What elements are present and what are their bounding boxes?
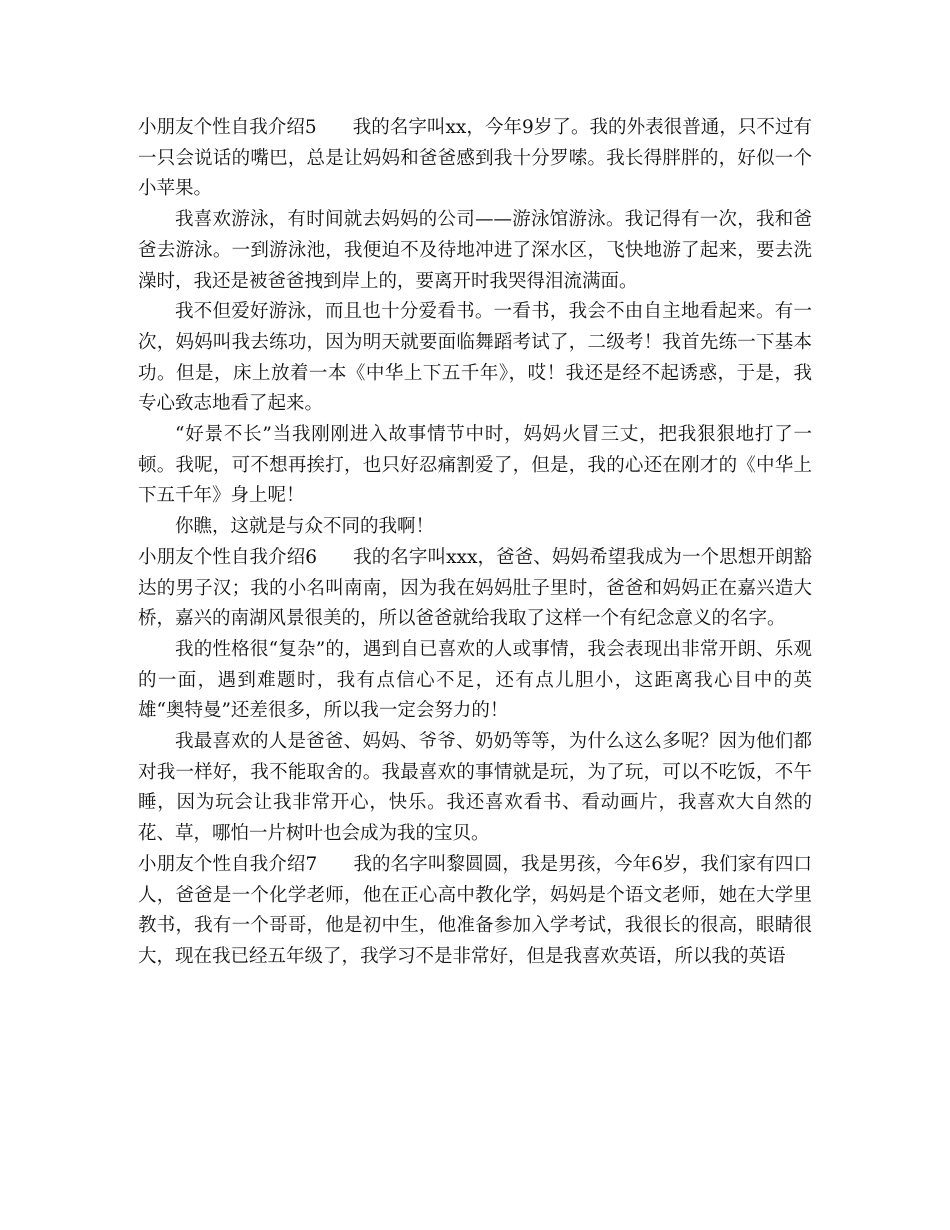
document-body <box>138 113 812 973</box>
section-6-text: 我的名字叫xxx，爸爸、妈妈希望我成为一个思想开朗豁达的男子汉；我的小名叫南南，因为我在妈妈肚子里时，爸爸和妈妈正在嘉兴造大桥，嘉兴的南湖风景很美的，所以爸爸就给我取了这样一个有纪念意义的名字。 <box>138 546 812 630</box>
body-paragraph: “好景不长”当我刚刚进入故事情节中时，妈妈火冒三丈，把我狠狠地打了一顿。我呢，可不想再挨打，也只好忍痛割爱了，但是，我的心还在刚才的《中华上下五千年》身上呢！ <box>138 424 812 507</box>
section-5-text: 我的名字叫xx，今年9岁了。我的外表很普通，只不过有一只会说话的嘴巴，总是让妈妈和爸爸感到我十分罗嗦。我长得胖胖的，好似一个小苹果。 <box>138 117 813 200</box>
section-5-title: 小朋友个性自我介绍5 <box>138 117 317 138</box>
section-5-paragraph <box>138 113 812 205</box>
body-paragraph: 我最喜欢的人是爸爸、妈妈、爷爷、奶奶等等，为什么这么多呢？因为他们都对我一样好，我不能取舍的。我最喜欢的事情就是玩，为了玩，可以不吃饭，不午睡，因为玩会让我非常开心，快乐。我还喜欢看书、看动画片，我喜欢大自然的花、草，哪怕一片树叶也会成为我的宝贝。 <box>138 731 812 845</box>
body-paragraph: 你瞧，这就是与众不同的我啊！ <box>175 516 435 538</box>
section-7-paragraph <box>138 850 812 973</box>
body-paragraph: 我喜欢游泳，有时间就去妈妈的公司——游泳馆游泳。我记得有一次，我和爸爸去游泳。一到游泳池，我便迫不及待地冲进了深水区，飞快地游了起来，要去洗澡时，我还是被爸爸拽到岸上的，要离开时我哭得泪流满面。 <box>138 209 812 292</box>
section-6-title: 小朋友个性自我介绍6 <box>138 546 318 568</box>
body-paragraph: 我不但爱好游泳，而且也十分爱看书。一看书，我会不由自主地看起来。有一次，妈妈叫我去练功，因为明天就要面临舞蹈考试了，二级考！我首先练一下基本功。但是，床上放着一本《中华上下五千年》，哎！我还是经不起诱惑，于是，我专心致志地看了起来。 <box>138 301 812 415</box>
section-7-text: 我的名字叫黎圆圆，我是男孩，今年6岁，我们家有四口人，爸爸是一个化学老师，他在正心高中教化学，妈妈是个语文老师，她在大学里教书，我有一个哥哥，他是初中生，他准备参加入学考试，我很长的很高，眼睛很大，现在我已经五年级了，我学习不是非常好，但是我喜欢英语，所以我的英语 <box>138 853 812 967</box>
section-6-paragraph <box>138 543 812 635</box>
body-paragraph: 我的性格很“复杂”的，遇到自已喜欢的人或事情，我会表现出非常开朗、乐观的一面，遇到难题时，我有点信心不足，还有点儿胆小，这距离我心目中的英雄“奥特曼”还差很多，所以我一定会努力的！ <box>138 638 812 722</box>
section-7-title: 小朋友个性自我介绍7 <box>138 853 318 875</box>
